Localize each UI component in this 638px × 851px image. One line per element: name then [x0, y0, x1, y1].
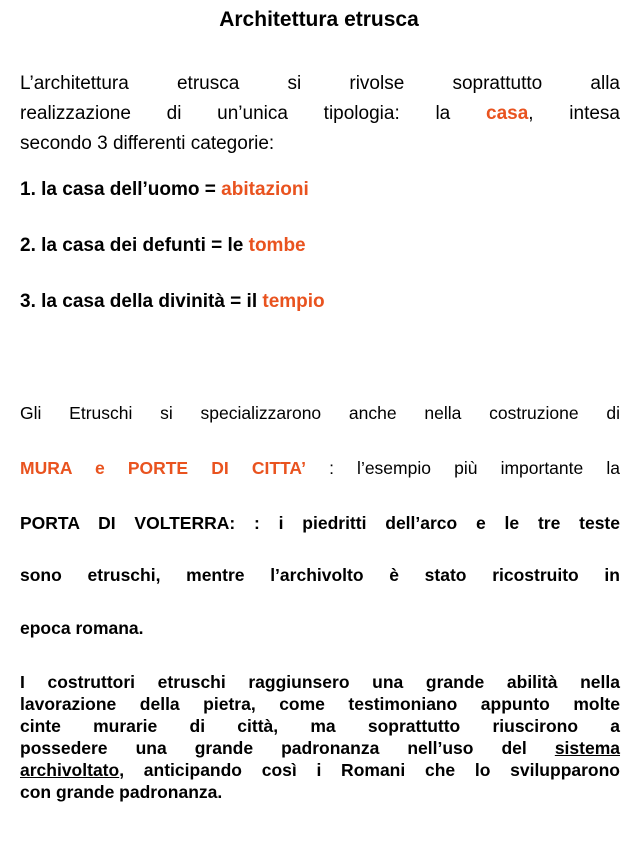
intro-text: , intesa — [528, 103, 620, 124]
category-highlight: tombe — [248, 235, 306, 256]
closing-text: possedere una grande padronanza nell’uso del — [20, 738, 527, 758]
highlight-casa: casa — [486, 103, 529, 124]
closing-line: cinte murarie di città, ma soprattutto riuscirono a — [20, 716, 620, 736]
category-item — [20, 289, 620, 315]
underlined-sistema: sistema — [554, 738, 621, 758]
category-prefix: 1. la casa dell’uomo = — [20, 179, 222, 200]
closing-line: con grande padronanza. — [20, 782, 223, 802]
category-item — [20, 233, 620, 259]
closing-line — [20, 737, 620, 759]
intro-line: secondo 3 differenti categorie: — [20, 133, 275, 154]
category-item — [20, 177, 620, 203]
closing-line: I costruttori etruschi raggiunsero una grande abilità nella — [20, 672, 620, 692]
walls-line: PORTA DI VOLTERRA: : i piedritti dell’arco e le tre teste — [20, 513, 620, 533]
closing-text: , anticipando così i Romani che lo svilupparono — [119, 760, 620, 780]
intro-text: realizzazione di un’unica tipologia: la — [20, 103, 451, 124]
closing-line — [20, 759, 620, 781]
category-prefix: 2. la casa dei defunti = le — [20, 235, 249, 256]
walls-line — [20, 456, 620, 480]
category-highlight: tempio — [262, 291, 325, 312]
closing-line: lavorazione della pietra, come testimoniano appunto molte — [20, 694, 620, 714]
underlined-archivoltato: archivoltato — [20, 760, 120, 780]
walls-line: Gli Etruschi si specializzarono anche nella costruzione di — [20, 403, 620, 423]
intro-paragraph — [20, 69, 620, 159]
closing-paragraph — [20, 671, 620, 803]
walls-text: : l’esempio più importante la — [305, 458, 620, 478]
walls-line: epoca romana. — [20, 618, 144, 638]
intro-line: L’architettura etrusca si rivolse soprattutto alla — [20, 73, 620, 94]
intro-line — [20, 99, 620, 129]
category-highlight: abitazioni — [221, 179, 309, 200]
category-prefix: 3. la casa della divinità = il — [20, 291, 263, 312]
highlight-mura: MURA e PORTE DI CITTA’ — [20, 458, 306, 478]
walls-line: sono etruschi, mentre l’archivolto è stato ricostruito in — [20, 565, 620, 585]
page-title: Architettura etrusca — [219, 8, 419, 31]
